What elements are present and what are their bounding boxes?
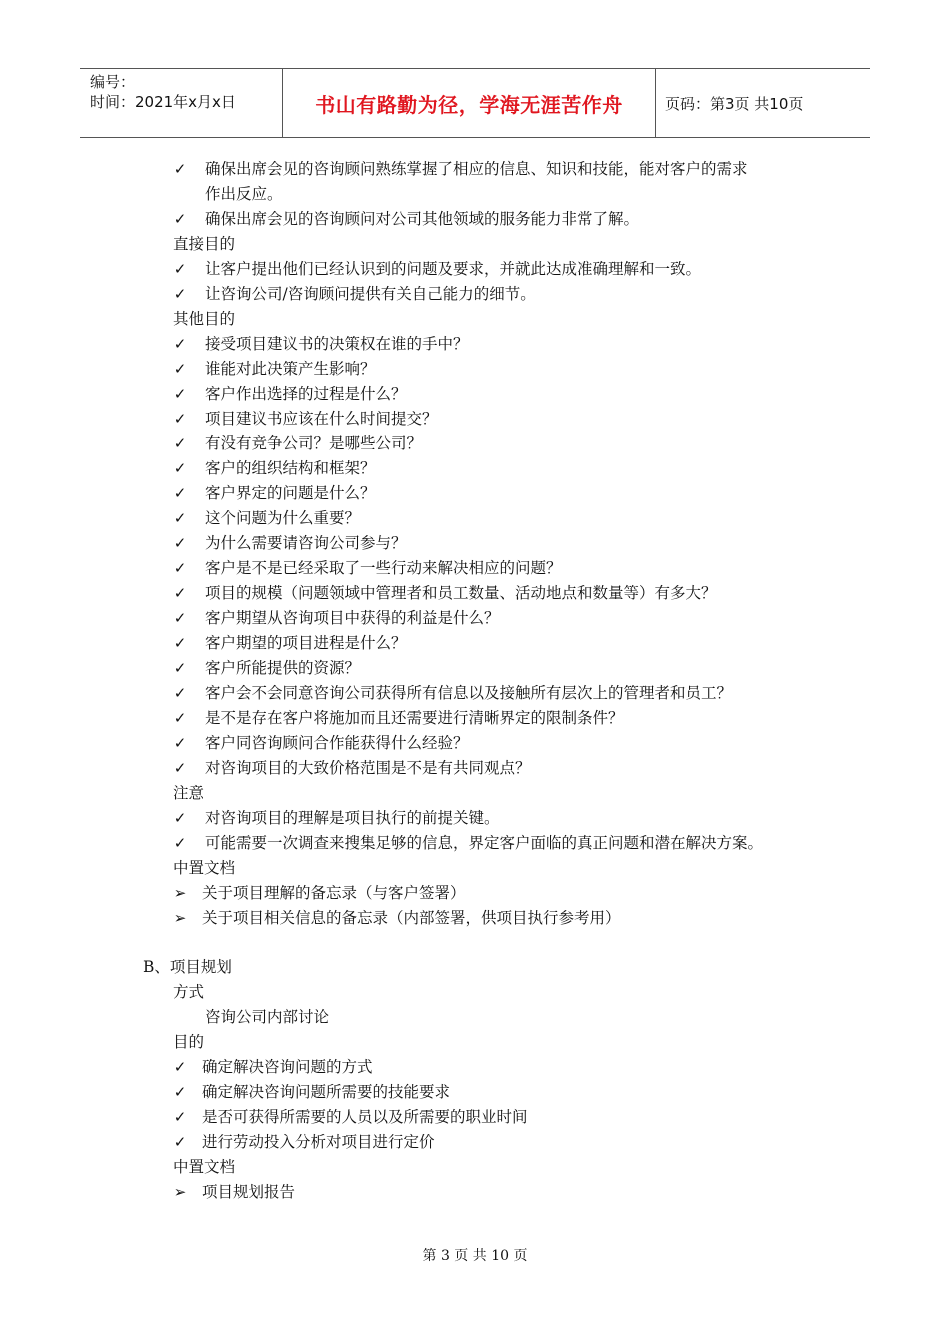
document-time-label: 时间：2021年x月x日 [90,93,236,111]
header-meta [90,72,236,112]
checklist-item-text: 客户同咨询顾问合作能获得什么经验？ [205,733,469,752]
page-footer: 第 3 页 共 10 页 [422,1248,528,1264]
checkmark-icon: ✓ [173,708,187,727]
checklist-item-text: 项目的规模（问题领域中管理者和员工数量、活动地点和数量等）有多大？ [205,584,717,603]
checklist-item-text: 项目建议书应该在什么时间提交？ [205,409,438,428]
checklist-item-text: 客户是不是已经采取了一些行动来解决相应的问题？ [205,559,562,578]
document-list-item-text: 项目规划报告 [202,1182,296,1201]
checklist-item-text: 确定解决咨询问题的方式 [202,1058,373,1077]
checkmark-icon: ✓ [173,634,187,653]
arrow-bullet-icon: ➢ [173,883,187,902]
checklist-item-text: 客户期望从咨询项目中获得的利益是什么？ [205,609,500,628]
checklist-item-text: 让咨询公司/咨询顾问提供有关自己能力的细节。 [205,284,536,303]
checklist-item-text: 客户期望的项目进程是什么？ [205,634,407,653]
checklist-item-text: 为什么需要请咨询公司参与？ [205,534,407,553]
checklist-item-text: 确定解决咨询问题所需要的技能要求 [202,1083,451,1102]
document-number-label: 编号： [90,73,136,91]
arrow-bullet-icon: ➢ [173,1182,187,1201]
indented-paragraph-text: 咨询公司内部讨论 [205,1008,330,1027]
subheading-text: 目的 [173,1033,205,1052]
checklist-item-text: 确保出席会见的咨询顾问对公司其他领域的服务能力非常了解。 [205,209,640,228]
checklist-item-text: 客户所能提供的资源？ [205,659,361,677]
checkmark-icon: ✓ [173,459,187,478]
subheading-text: 其他目的 [173,309,236,328]
subheading-text: 直接目的 [173,234,236,253]
checkmark-icon: ✓ [173,584,187,603]
checklist-item-text: 是不是存在客户将施加而且还需要进行清晰界定的限制条件？ [205,708,624,727]
checkmark-icon: ✓ [173,1083,187,1102]
checkmark-icon: ✓ [173,334,187,353]
header-page-info: 页码：第3页 共10页 [665,95,804,113]
checklist-item-text: 可能需要一次调查来搜集足够的信息，界定客户面临的真正问题和潜在解决方案。 [205,833,764,852]
checkmark-icon: ✓ [173,509,187,528]
checklist-item-text: 让客户提出他们已经认识到的问题及要求，并就此达成准确理解和一致。 [205,259,702,278]
checkmark-icon: ✓ [173,534,187,553]
checklist-item-text: 谁能对此决策产生影响？ [205,359,376,378]
checkmark-icon: ✓ [173,434,187,453]
checkmark-icon: ✓ [173,160,187,178]
checklist-item-text: 客户会不会同意咨询公司获得所有信息以及接触所有层次上的管理者和员工？ [205,683,733,702]
checkmark-icon: ✓ [173,484,187,503]
checkmark-icon: ✓ [173,284,187,303]
checkmark-icon: ✓ [173,259,187,278]
checklist-item-text: 是否可获得所需要的人员以及所需要的职业时间 [202,1108,528,1127]
checklist-item-text: 客户的组织结构和框架？ [205,459,376,478]
subheading-text: 中置文档 [173,858,236,877]
header-divider [655,69,656,137]
checklist-item-text: 这个问题为什么重要？ [205,509,361,528]
page-header [80,68,870,138]
checklist-item-text: 接受项目建议书的决策权在谁的手中？ [205,334,469,353]
document-list-item-text: 关于项目相关信息的备忘录（内部签署，供项目执行参考用） [202,908,621,927]
checkmark-icon: ✓ [173,1108,187,1127]
checkmark-icon: ✓ [173,609,187,628]
checkmark-icon: ✓ [173,1133,187,1152]
checkmark-icon: ✓ [173,808,187,827]
subheading-text: 注意 [173,783,205,802]
checklist-item-text: 进行劳动投入分析对项目进行定价 [202,1133,435,1152]
checklist-item-text: 客户作出选择的过程是什么？ [205,384,407,403]
arrow-bullet-icon: ➢ [173,908,187,927]
checkmark-icon: ✓ [173,659,187,677]
checkmark-icon: ✓ [173,209,187,228]
header-motto: 书山有路勤为径，学海无涯苦作舟 [315,92,623,117]
checkmark-icon: ✓ [173,409,187,428]
checkmark-icon: ✓ [173,683,187,702]
subheading-text: 中置文档 [173,1158,236,1176]
checklist-item-text: 对咨询项目的大致价格范围是不是有共同观点？ [205,758,531,777]
subheading-text: 方式 [173,983,205,1002]
checkmark-icon: ✓ [173,833,187,852]
checkmark-icon: ✓ [173,1058,187,1077]
checklist-item-text: 客户界定的问题是什么？ [205,484,376,503]
continuation-text: 作出反应。 [205,184,283,203]
checklist-item-text: 确保出席会见的咨询顾问熟练掌握了相应的信息、知识和技能，能对客户的需求 [205,160,748,178]
document-list-item-text: 关于项目理解的备忘录（与客户签署） [202,883,466,902]
checkmark-icon: ✓ [173,384,187,403]
checkmark-icon: ✓ [173,359,187,378]
checkmark-icon: ✓ [173,559,187,578]
checklist-item-text: 对咨询项目的理解是项目执行的前提关键。 [205,808,500,827]
checklist-item-text: 有没有竞争公司？是哪些公司？ [205,434,423,453]
checkmark-icon: ✓ [173,758,187,777]
section-heading-text: B、项目规划 [143,958,232,977]
checkmark-icon: ✓ [173,733,187,752]
